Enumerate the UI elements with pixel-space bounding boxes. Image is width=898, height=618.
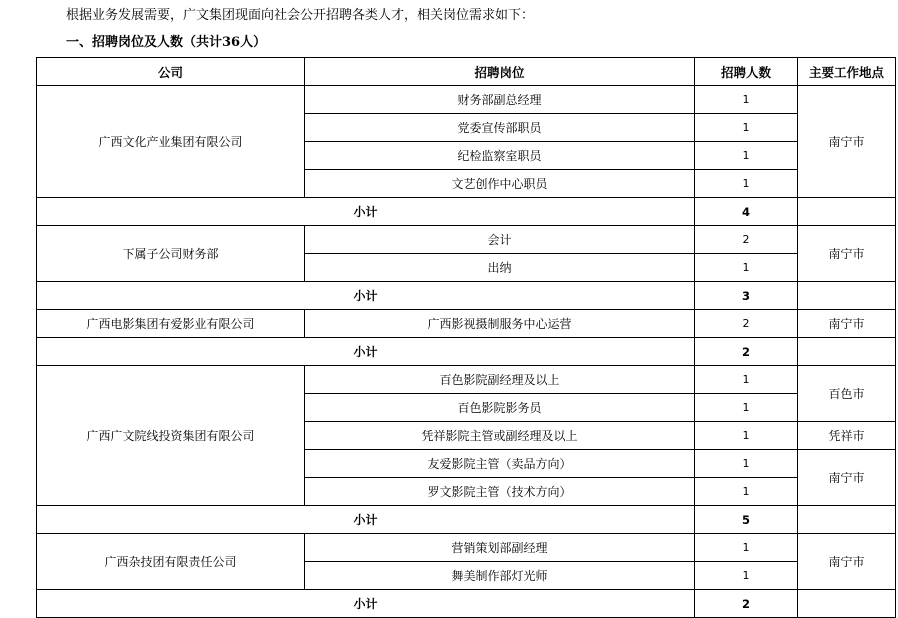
location-cell: 凭祥市: [798, 422, 896, 450]
count-cell: 1: [695, 562, 798, 590]
table-header-row: [37, 58, 896, 86]
count-cell: 2: [695, 310, 798, 338]
position-cell: 纪检监察室职员: [305, 142, 695, 170]
location-cell: 南宁市: [798, 86, 896, 198]
header-position: 招聘岗位: [305, 58, 695, 86]
company-cell: 广西杂技团有限责任公司: [37, 534, 305, 590]
subtotal-value: 4: [695, 198, 798, 226]
empty-cell: [798, 282, 896, 310]
location-cell: 南宁市: [798, 534, 896, 590]
count-cell: 1: [695, 114, 798, 142]
header-company: 公司: [37, 58, 305, 86]
subtotal-value: 3: [695, 282, 798, 310]
subtotal-label: 小计: [37, 590, 695, 618]
subtotal-row: [37, 198, 896, 226]
subtotal-value: 2: [695, 590, 798, 618]
subtotal-row: [37, 590, 896, 618]
count-cell: 1: [695, 86, 798, 114]
table-row: [37, 226, 896, 254]
position-cell: 罗文影院主管（技术方向）: [305, 478, 695, 506]
subtotal-label: 小计: [37, 506, 695, 534]
position-cell: 舞美制作部灯光师: [305, 562, 695, 590]
position-cell: 出纳: [305, 254, 695, 282]
section-title: 一、招聘岗位及人数（共计36人）: [66, 35, 267, 50]
position-cell: 百色影院副经理及以上: [305, 366, 695, 394]
count-cell: 1: [695, 142, 798, 170]
table-row: [37, 310, 896, 338]
position-cell: 党委宣传部职员: [305, 114, 695, 142]
subtotal-label: 小计: [37, 198, 695, 226]
location-cell: 南宁市: [798, 310, 896, 338]
header-location: 主要工作地点: [798, 58, 896, 86]
empty-cell: [798, 338, 896, 366]
empty-cell: [798, 506, 896, 534]
subtotal-value: 2: [695, 338, 798, 366]
position-cell: 广西影视摄制服务中心运营: [305, 310, 695, 338]
position-cell: 营销策划部副经理: [305, 534, 695, 562]
count-cell: 1: [695, 394, 798, 422]
table-row: [37, 366, 896, 394]
location-cell: 南宁市: [798, 226, 896, 282]
count-cell: 1: [695, 366, 798, 394]
location-cell: 南宁市: [798, 450, 896, 506]
table-row: [37, 534, 896, 562]
position-cell: 友爱影院主管（卖品方向）: [305, 450, 695, 478]
subtotal-value: 5: [695, 506, 798, 534]
empty-cell: [798, 198, 896, 226]
count-cell: 1: [695, 478, 798, 506]
company-cell: 广西广文院线投资集团有限公司: [37, 366, 305, 506]
count-cell: 2: [695, 226, 798, 254]
subtotal-label: 小计: [37, 338, 695, 366]
position-cell: 文艺创作中心职员: [305, 170, 695, 198]
subtotal-row: [37, 282, 896, 310]
intro-paragraph: 根据业务发展需要，广文集团现面向社会公开招聘各类人才，相关岗位需求如下：: [66, 8, 535, 23]
empty-cell: [798, 590, 896, 618]
company-cell: 广西文化产业集团有限公司: [37, 86, 305, 198]
subtotal-row: [37, 506, 896, 534]
count-cell: 1: [695, 254, 798, 282]
location-cell: 百色市: [798, 366, 896, 422]
company-cell: 下属子公司财务部: [37, 226, 305, 282]
company-cell: 广西电影集团有爱影业有限公司: [37, 310, 305, 338]
subtotal-label: 小计: [37, 282, 695, 310]
count-cell: 1: [695, 422, 798, 450]
header-count: 招聘人数: [695, 58, 798, 86]
position-cell: 百色影院影务员: [305, 394, 695, 422]
count-cell: 1: [695, 534, 798, 562]
count-cell: 1: [695, 170, 798, 198]
subtotal-row: [37, 338, 896, 366]
recruitment-table: [36, 57, 896, 618]
position-cell: 财务部副总经理: [305, 86, 695, 114]
position-cell: 会计: [305, 226, 695, 254]
position-cell: 凭祥影院主管或副经理及以上: [305, 422, 695, 450]
count-cell: 1: [695, 450, 798, 478]
table-row: [37, 86, 896, 114]
